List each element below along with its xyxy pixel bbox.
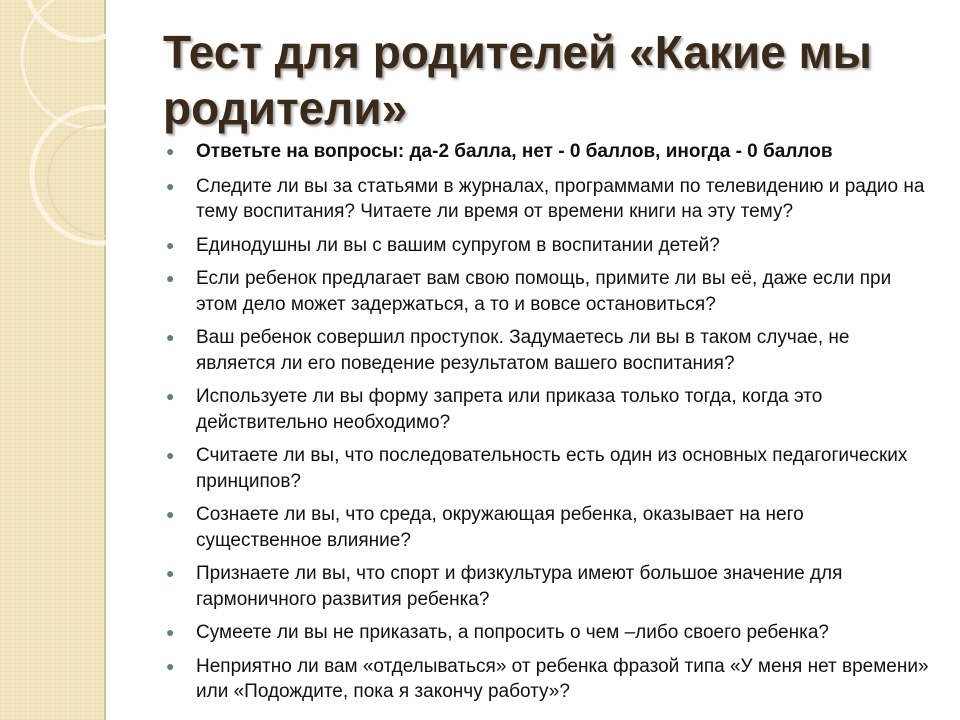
bullet-icon: ● [166,177,175,194]
instruction-item [162,139,932,165]
decorative-side-panel [0,0,106,720]
question-text: Используете ли вы форму запрета или приказа только тогда, когда это действительно необходимо? [196,386,823,433]
question-text: Следите ли вы за статьями в журналах, программами по телевидению и радио на тему воспитания? Читаете ли время от времени книги на эту тему? [196,175,925,222]
bullet-icon: ● [166,657,175,674]
question-item [162,266,932,317]
question-text: Сумеете ли вы не приказать, а попросить о чем –либо своего ребенка? [196,622,829,643]
bullet-icon: ● [166,447,175,463]
question-text: Ваш ребенок совершил проступок. Задумаетесь ли вы в таком случае, не является ли его поведение результатом вашего воспитания? [196,327,850,374]
question-item [162,325,932,376]
question-item [162,174,932,225]
question-text: Считаете ли вы, что последовательность есть один из основных педагогических принципов? [196,445,908,492]
question-item [162,620,932,646]
question-item [162,561,932,612]
decorative-circles [0,0,106,720]
bullet-icon: ● [166,565,175,581]
question-text: Неприятно ли вам «отделываться» от ребенка фразой типа «У меня нет времени» или «Подождите, пока я закончу работу»? [196,655,929,702]
question-text: Сознаете ли вы, что среда, окружающая ребенка, оказывает на него существенное влияние? [196,504,804,551]
question-item [162,654,932,705]
question-list [162,139,932,713]
bullet-icon: ● [166,143,175,159]
question-item [162,384,932,435]
bullet-icon: ● [166,236,175,253]
bullet-icon: ● [166,388,175,404]
question-text: Если ребенок предлагает вам свою помощь, примите ли вы её, даже если при этом дело может задержаться, а то и вовсе остановиться? [196,268,892,315]
question-text: Признаете ли вы, что спорт и физкультура имеют большое значение для гармоничного развития ребенка? [196,563,843,610]
bullet-icon: ● [166,270,175,286]
bullet-icon: ● [166,624,175,640]
slide-title: Тест для родителей «Какие мы родители» [163,26,872,134]
instruction-text: Ответьте на вопросы: да-2 балла, нет - 0 баллов, иногда - 0 баллов [196,141,833,162]
question-text: Единодушны ли вы с вашим супругом в воспитании детей? [196,234,720,256]
question-item [162,502,932,553]
question-item [162,443,932,494]
bullet-icon: ● [166,506,175,522]
question-item [162,233,932,259]
bullet-icon: ● [166,329,175,345]
